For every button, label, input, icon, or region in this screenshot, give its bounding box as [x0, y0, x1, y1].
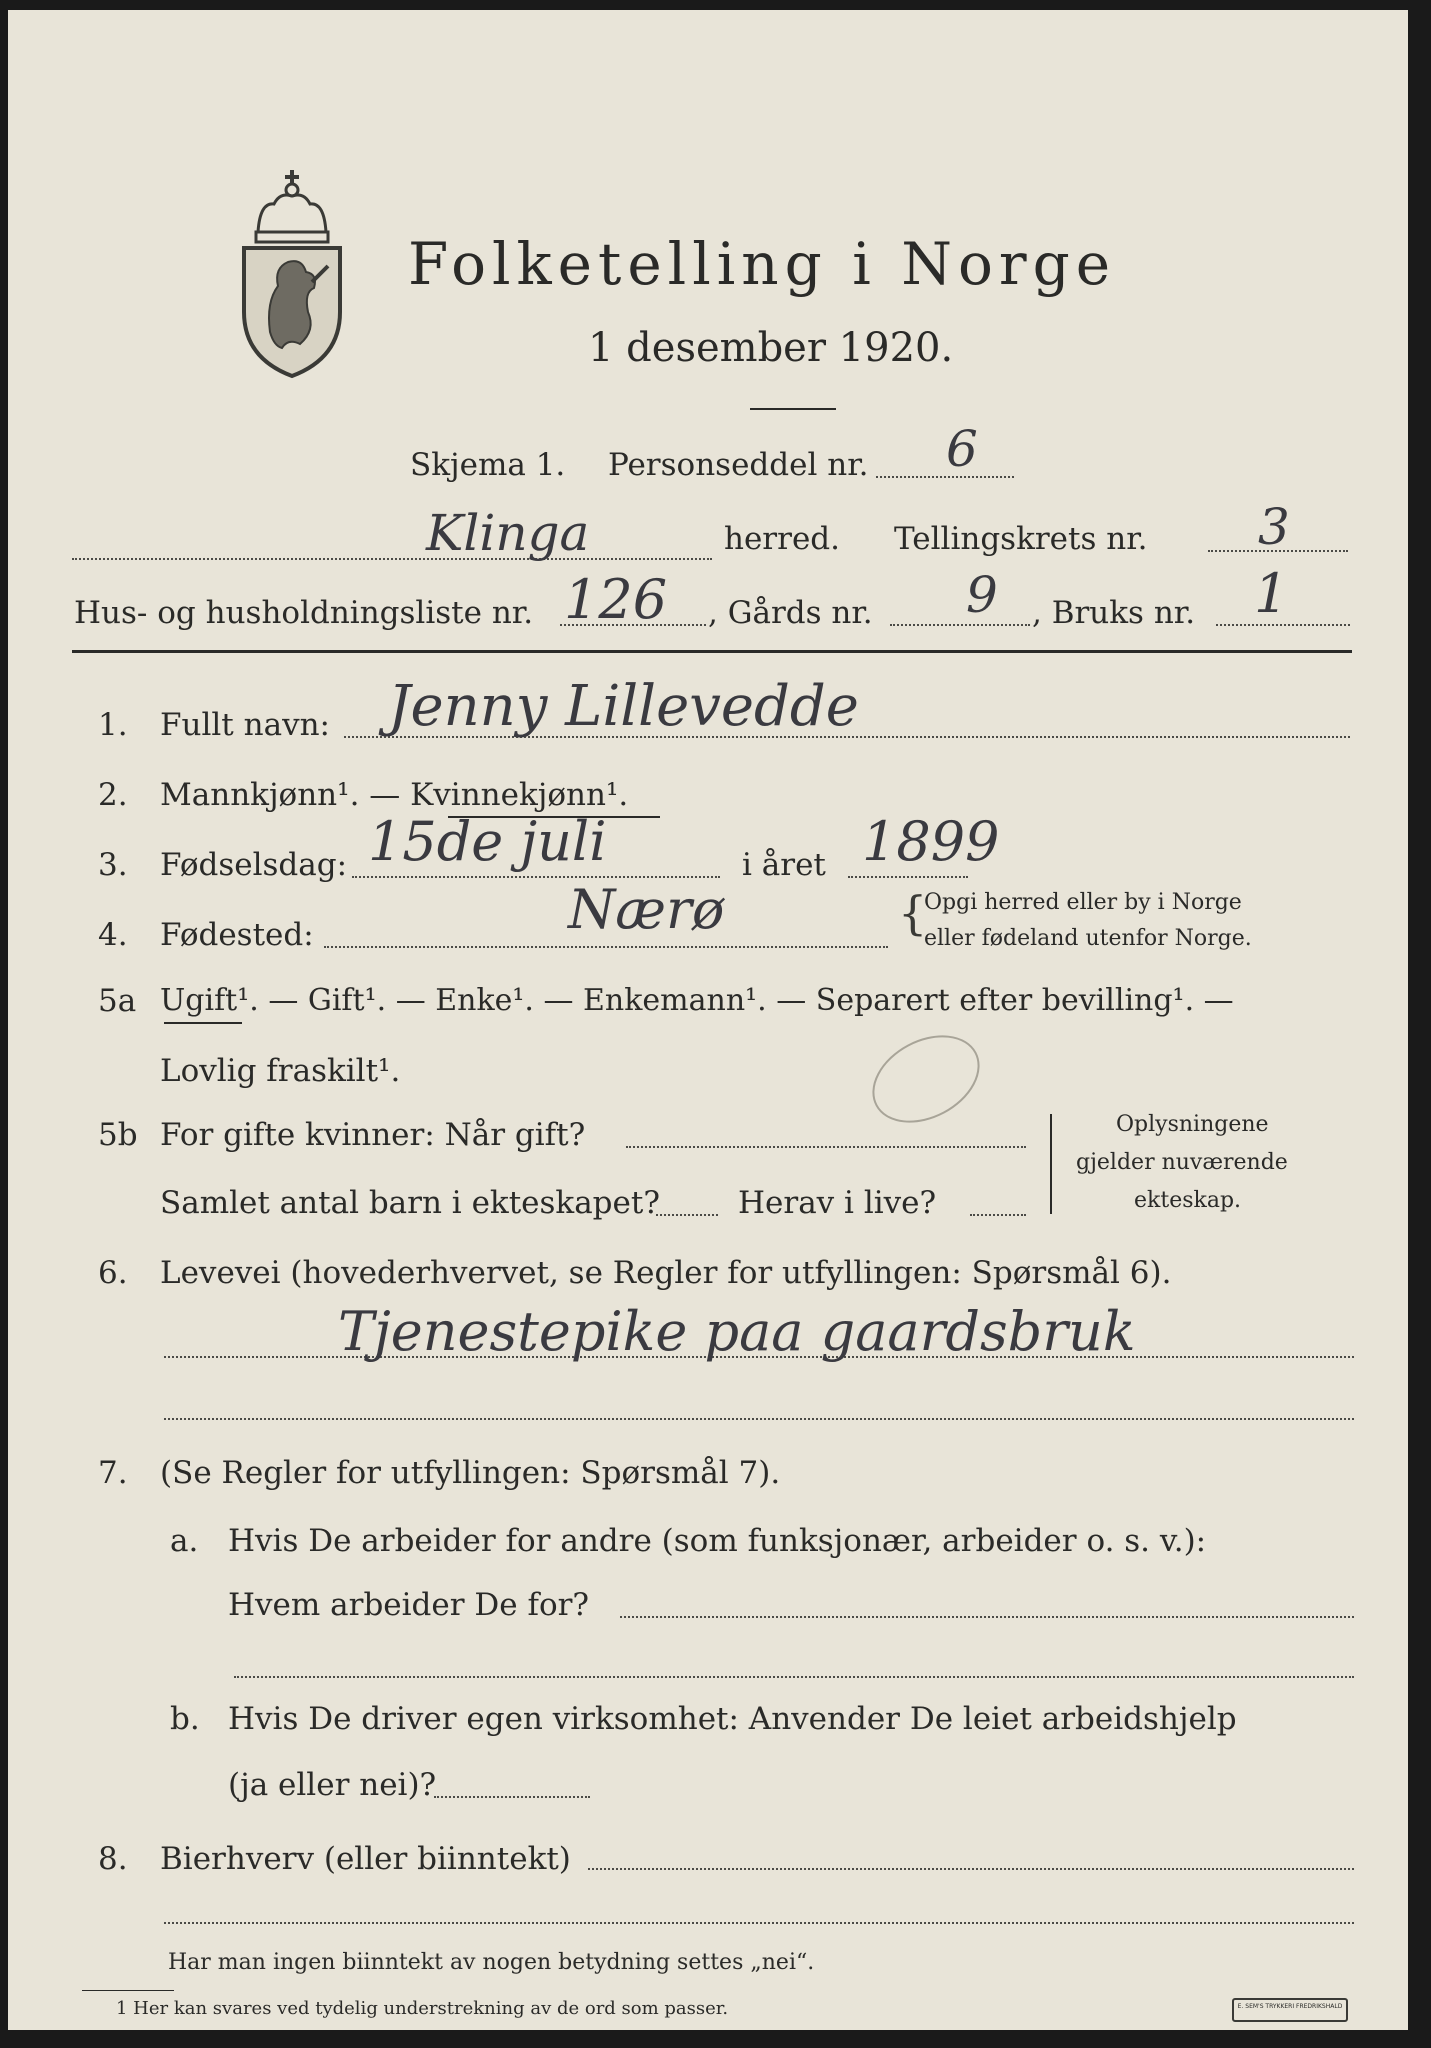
- q6-number: 6.: [98, 1255, 128, 1291]
- q7a-label2: Hvem arbeider De for?: [228, 1587, 590, 1623]
- personseddel-label: Personseddel nr.: [608, 447, 869, 483]
- hus-value[interactable]: 126: [564, 568, 668, 631]
- q7b-label: Hvis De driver egen virksomhet: Anvender De leiet arbeidshjelp: [228, 1701, 1237, 1737]
- q3-label: Fødselsdag:: [160, 847, 348, 883]
- q4-note-brace: {: [898, 886, 928, 940]
- q7a-label: Hvis De arbeider for andre (som funksjonær, arbeider o. s. v.):: [228, 1523, 1207, 1559]
- q8-line1: [588, 1868, 1354, 1870]
- q4-label: Fødested:: [160, 917, 314, 953]
- q4-number: 4.: [98, 917, 128, 953]
- q5b-number: 5b: [98, 1117, 138, 1153]
- q5a-label2: Lovlig fraskilt¹.: [160, 1053, 401, 1089]
- census-form: [8, 10, 1408, 2030]
- personseddel-value[interactable]: 6: [946, 420, 978, 478]
- q7b-label2: (ja eller nei)?: [228, 1767, 437, 1803]
- personseddel-line: [876, 476, 1014, 478]
- herred-line: [72, 558, 712, 560]
- q3-year-label: i året: [742, 847, 826, 883]
- q3-year-value[interactable]: 1899: [862, 810, 1000, 873]
- printer-stamp: [1232, 1998, 1348, 2022]
- q2-number: 2.: [98, 777, 128, 813]
- form-title: Folketelling i Norge: [408, 230, 1117, 298]
- gards-line: [890, 624, 1030, 626]
- q6-label: Levevei (hovederhvervet, se Regler for utfyllingen: Spørsmål 6).: [160, 1255, 1172, 1291]
- q8-line2: [164, 1922, 1354, 1924]
- tellingskrets-value[interactable]: 3: [1258, 498, 1290, 556]
- norway-coat-of-arms-icon: [230, 162, 354, 382]
- footer-note: Har man ingen biinntekt av nogen betydning settes „nei“.: [168, 1950, 815, 1975]
- footnote: 1 Her kan svares ved tydelig understrekning av de ord som passer.: [116, 1998, 729, 2019]
- q5a-number: 5a: [98, 983, 137, 1019]
- q7a-line1: [620, 1616, 1354, 1618]
- q5b-note-line2: gjelder nuværende: [1076, 1150, 1288, 1175]
- herred-label: herred.: [724, 521, 840, 557]
- title-divider: [750, 408, 836, 410]
- q4-note-line1: Opgi herred eller by i Norge: [924, 890, 1242, 915]
- q7-label: (Se Regler for utfyllingen: Spørsmål 7).: [160, 1455, 781, 1491]
- census-date: 1 desember 1920.: [588, 325, 954, 371]
- q3-number: 3.: [98, 847, 128, 883]
- q7a-line2: [234, 1676, 1354, 1678]
- gards-value[interactable]: 9: [966, 566, 998, 624]
- q3-day-value[interactable]: 15de juli: [368, 810, 607, 873]
- hus-label: Hus- og husholdningsliste nr.: [74, 595, 534, 631]
- q1-label: Fullt navn:: [160, 707, 330, 743]
- schema-label: Skjema 1.: [410, 447, 566, 483]
- q7b-line: [434, 1796, 590, 1798]
- q8-label: Bierhverv (eller biinntekt): [160, 1841, 571, 1877]
- tellingskrets-label: Tellingskrets nr.: [894, 521, 1148, 557]
- q5b-nar-gift-line: [626, 1146, 1026, 1148]
- q5b-note-bracket: [1050, 1114, 1052, 1214]
- q8-number: 8.: [98, 1841, 128, 1877]
- gards-label: , Gårds nr.: [708, 595, 873, 631]
- q5b-live-line: [970, 1214, 1026, 1216]
- q5a-label: Ugift¹. — Gift¹. — Enke¹. — Enkemann¹. — Separert efter bevilling¹. —: [160, 983, 1234, 1018]
- header-divider: [72, 650, 1352, 653]
- q5b-label: For gifte kvinner: Når gift?: [160, 1117, 586, 1153]
- q5b-note-line1: Oplysningene: [1116, 1112, 1269, 1137]
- q5b-note-line3: ekteskap.: [1134, 1188, 1242, 1213]
- q6-line2: [164, 1418, 1354, 1420]
- q5b-barn-line: [656, 1214, 718, 1216]
- q5a-pencil-mark: [856, 1024, 996, 1134]
- printer-stamp-text: E. SEM'S TRYKKERI FREDRIKSHALD: [1237, 2003, 1343, 2010]
- bruks-value[interactable]: 1: [1254, 562, 1289, 625]
- q5b-label2: Samlet antal barn i ekteskapet?: [160, 1185, 660, 1221]
- q7-number: 7.: [98, 1455, 128, 1491]
- herred-value[interactable]: Klinga: [426, 504, 590, 562]
- q4-line: [324, 946, 888, 948]
- q5a-underline-ugift: [164, 1022, 242, 1024]
- q7a-number: a.: [170, 1523, 199, 1559]
- q1-value[interactable]: Jenny Lillevedde: [388, 674, 859, 739]
- bruks-label: , Bruks nr.: [1032, 595, 1196, 631]
- q6-value[interactable]: Tjenestepike paa gaardsbruk: [338, 1300, 1136, 1363]
- q3-year-line: [848, 876, 968, 878]
- q5b-label3: Herav i live?: [738, 1185, 937, 1221]
- q2-label: Mannkjønn¹. — Kvinnekjønn¹.: [160, 777, 629, 813]
- q7b-number: b.: [170, 1701, 200, 1737]
- q4-value[interactable]: Nærø: [568, 878, 725, 941]
- footnote-divider: [82, 1990, 174, 1991]
- q1-number: 1.: [98, 707, 128, 743]
- q4-note-line2: eller fødeland utenfor Norge.: [924, 926, 1252, 951]
